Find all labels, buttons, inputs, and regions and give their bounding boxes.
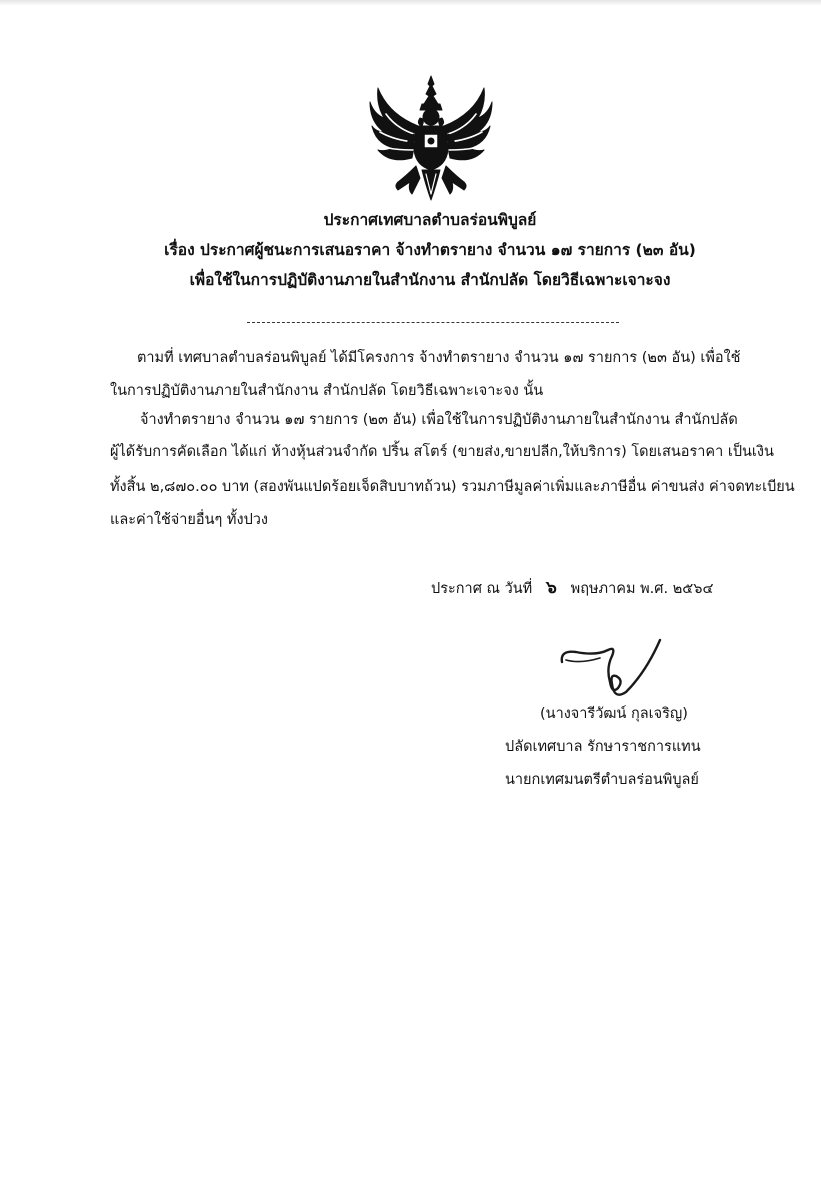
paragraph-2-line-4: และค่าใช้จ่ายอื่นๆ ทั้งปวง	[110, 512, 268, 528]
handwritten-signature-icon	[556, 632, 676, 708]
paragraph-1-line-1: ตามที่ เทศบาลตำบลร่อนพิบูลย์ ได้มีโครงการ จ้างทำตรายาง จำนวน ๑๗ รายการ (๒๓ อัน) เพื่อใช้	[137, 350, 741, 366]
paragraph-2-line-1: จ้างทำตรายาง จำนวน ๑๗ รายการ (๒๓ อัน) เพื่อใช้ในการปฏิบัติงานภายในสำนักงาน สำนักปลัด	[140, 412, 738, 428]
signatory-position-acting: นายกเทศมนตรีตำบลร่อนพิบูลย์	[505, 772, 699, 788]
paragraph-2-line-2: ผู้ได้รับการคัดเลือก ได้แก่ ห้างหุ้นส่วนจำกัด ปริ้น สโตร์ (ขายส่ง,ขายปลีก,ให้บริการ) โดยเสนอราคา เป็นเงิน	[110, 444, 774, 460]
announcement-subject-continued: เพื่อใช้ในการปฏิบัติงานภายในสำนักงาน สำนักปลัด โดยวิธีเฉพาะเจาะจง	[189, 271, 671, 289]
signatory-name: (นางจารีวัฒน์ กุลเจริญ)	[540, 706, 688, 722]
scan-edge	[0, 0, 821, 6]
paragraph-1-line-2: ในการปฏิบัติงานภายในสำนักงาน สำนักปลัด โดยวิธีเฉพาะเจาะจง นั้น	[110, 383, 544, 399]
date-day: ๖	[546, 578, 557, 598]
announcement-date	[431, 578, 713, 599]
announcement-subject: เรื่อง ประกาศผู้ชนะการเสนอราคา จ้างทำตรายาง จำนวน ๑๗ รายการ (๒๓ อัน)	[164, 241, 696, 259]
separator-line	[247, 322, 619, 323]
garuda-emblem-icon	[368, 74, 494, 204]
date-prefix: ประกาศ ณ วันที่	[431, 581, 533, 597]
date-month-year: พฤษภาคม พ.ศ. ๒๕๖๔	[570, 581, 714, 597]
signatory-position: ปลัดเทศบาล รักษาราชการแทน	[505, 739, 701, 755]
paragraph-2-line-3: ทั้งสิ้น ๒,๘๗๐.๐๐ บาท (สองพันแปดร้อยเจ็ดสิบบาทถ้วน) รวมภาษีมูลค่าเพิ่มและภาษีอื่น ค่าขนส่ง ค่าจดทะเบียน	[110, 479, 795, 495]
announcement-title: ประกาศเทศบาลตำบลร่อนพิบูลย์	[323, 211, 537, 229]
